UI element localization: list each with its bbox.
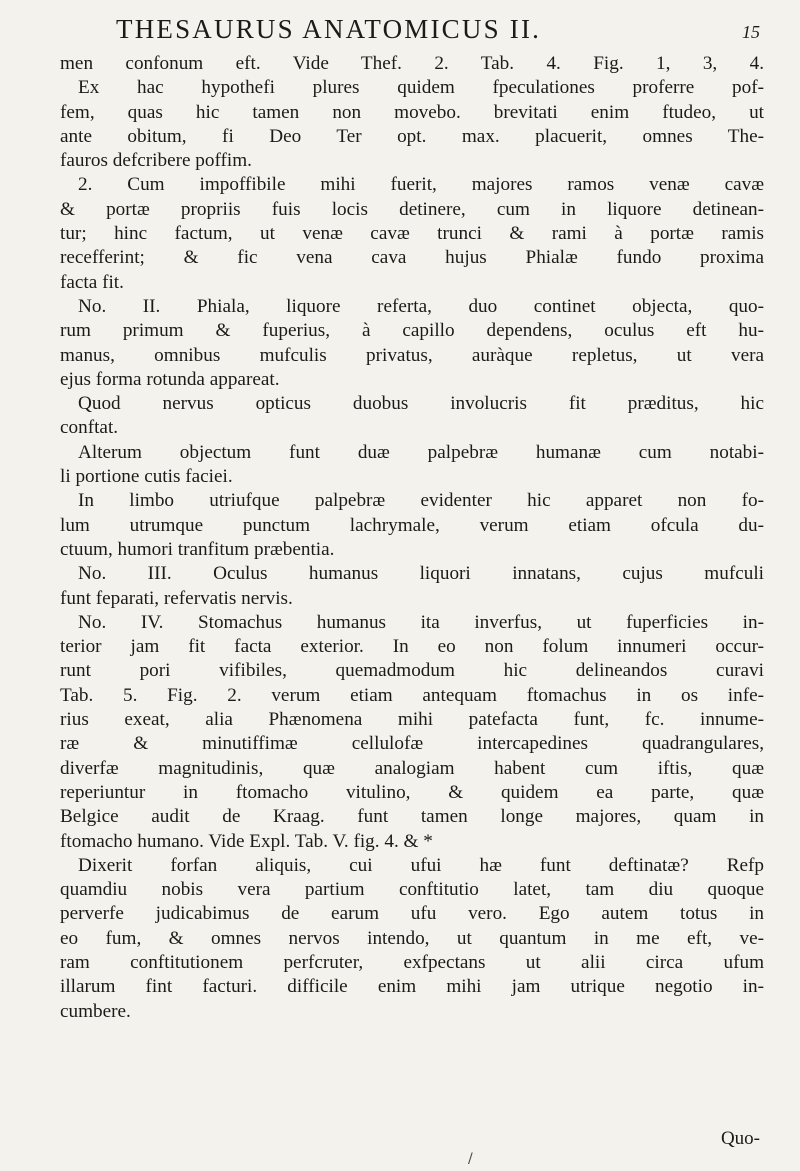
text-line: facta fit.	[60, 271, 124, 293]
text-line: Quod nervus opticus duobus involucris fit præditus, hic	[78, 393, 764, 415]
running-title: THESAURUS ANATOMICUS II.	[116, 14, 542, 44]
text-line: funt feparati, refervatis nervis.	[60, 587, 293, 609]
text-line: men confonum eft. Vide Thef. 2. Tab. 4. Fig. 1, 3, 4.	[60, 53, 764, 74]
text-line: tur; hinc factum, ut venæ cavæ trunci & rami à portæ ramis	[60, 223, 764, 245]
body-text	[60, 52, 764, 1024]
text-line: ctuum, humori tranfitum præbentia.	[60, 538, 335, 560]
text-line: No. III. Oculus humanus liquori innatans, cujus mufculi	[78, 563, 764, 585]
text-line: 2. Cum impoffibile mihi fuerit, majores ramos venæ cavæ	[78, 174, 764, 196]
text-line: ræ & minutiffimæ cellulofæ intercapedines quadrangulares,	[60, 733, 764, 755]
text-line: In limbo utriufque palpebræ evidenter hic apparet non fo-	[78, 490, 764, 512]
catchword: Quo-	[720, 1128, 760, 1149]
text-line: & portæ propriis fuis locis detinere, cum in liquore detinean-	[60, 198, 764, 220]
running-head	[60, 14, 764, 52]
text-line: quamdiu nobis vera partium conftitutio latet, tam diu quoque	[60, 879, 764, 901]
text-line: diverfæ magnitudinis, quæ analogiam habent cum iftis, quæ	[60, 757, 764, 779]
text-line: No. IV. Stomachus humanus ita inverfus, ut fuperficies in-	[78, 611, 764, 633]
text-line: rius exeat, alia Phænomena mihi patefacta funt, fc. innume-	[60, 709, 764, 731]
text-line: rum primum & fuperius, à capillo dependens, oculus eft hu-	[60, 320, 764, 342]
text-line: eo fum, & omnes nervos intendo, ut quantum in me eft, ve-	[60, 927, 764, 949]
text-line: Alterum objectum funt duæ palpebræ humanæ cum notabi-	[78, 441, 764, 463]
text-line: conftat.	[60, 417, 119, 439]
text-line: runt pori vifibiles, quemadmodum hic delineandos curavi	[60, 660, 764, 682]
text-line: Tab. 5. Fig. 2. verum etiam antequam ftomachus in os infe-	[60, 684, 764, 706]
text-line: fem, quas hic tamen non movebo. brevitati enim ftudeo, ut	[60, 101, 764, 123]
text-line: Belgice audit de Kraag. funt tamen longe majores, quam in	[60, 806, 764, 828]
text-line: ftomacho humano. Vide Expl. Tab. V. fig. 4. & *	[60, 830, 433, 852]
text-line: No. II. Phiala, liquore referta, duo continet objecta, quo-	[78, 295, 764, 317]
text-line: fauros defcribere poffim.	[60, 150, 252, 172]
text-line: ram conftitutionem perfcruter, exfpectans ut alii circa ufum	[60, 951, 764, 973]
text-line: Ex hac hypothefi plures quidem fpeculationes proferre pof-	[78, 77, 764, 99]
text-line: recefferint; & fic vena cava hujus Phialæ fundo proxima	[60, 247, 764, 269]
margin-mark: /	[468, 1151, 473, 1167]
text-line: ejus forma rotunda appareat.	[60, 368, 280, 390]
text-line: li portione cutis faciei.	[60, 466, 233, 488]
text-line: ante obitum, fi Deo Ter opt. max. placuerit, omnes The-	[60, 125, 764, 147]
text-line: perverfe judicabimus de earum ufu vero. Ego autem totus in	[60, 903, 764, 925]
page-number: 15	[742, 22, 760, 42]
text-line: reperiuntur in ftomacho vitulino, & quidem ea parte, quæ	[60, 781, 764, 803]
text-line: illarum fint facturi. difficile enim mihi jam utrique negotio in-	[60, 976, 764, 998]
text-line: Dixerit forfan aliquis, cui ufui hæ funt deftinatæ? Refp	[78, 854, 764, 876]
text-line: cumbere.	[60, 1000, 131, 1022]
text-line: manus, omnibus mufculis privatus, auràque repletus, ut vera	[60, 344, 764, 366]
text-line: terior jam fit facta exterior. In eo non folum innumeri occur-	[60, 636, 764, 658]
text-line: lum utrumque punctum lachrymale, verum etiam ofcula du-	[60, 514, 764, 536]
